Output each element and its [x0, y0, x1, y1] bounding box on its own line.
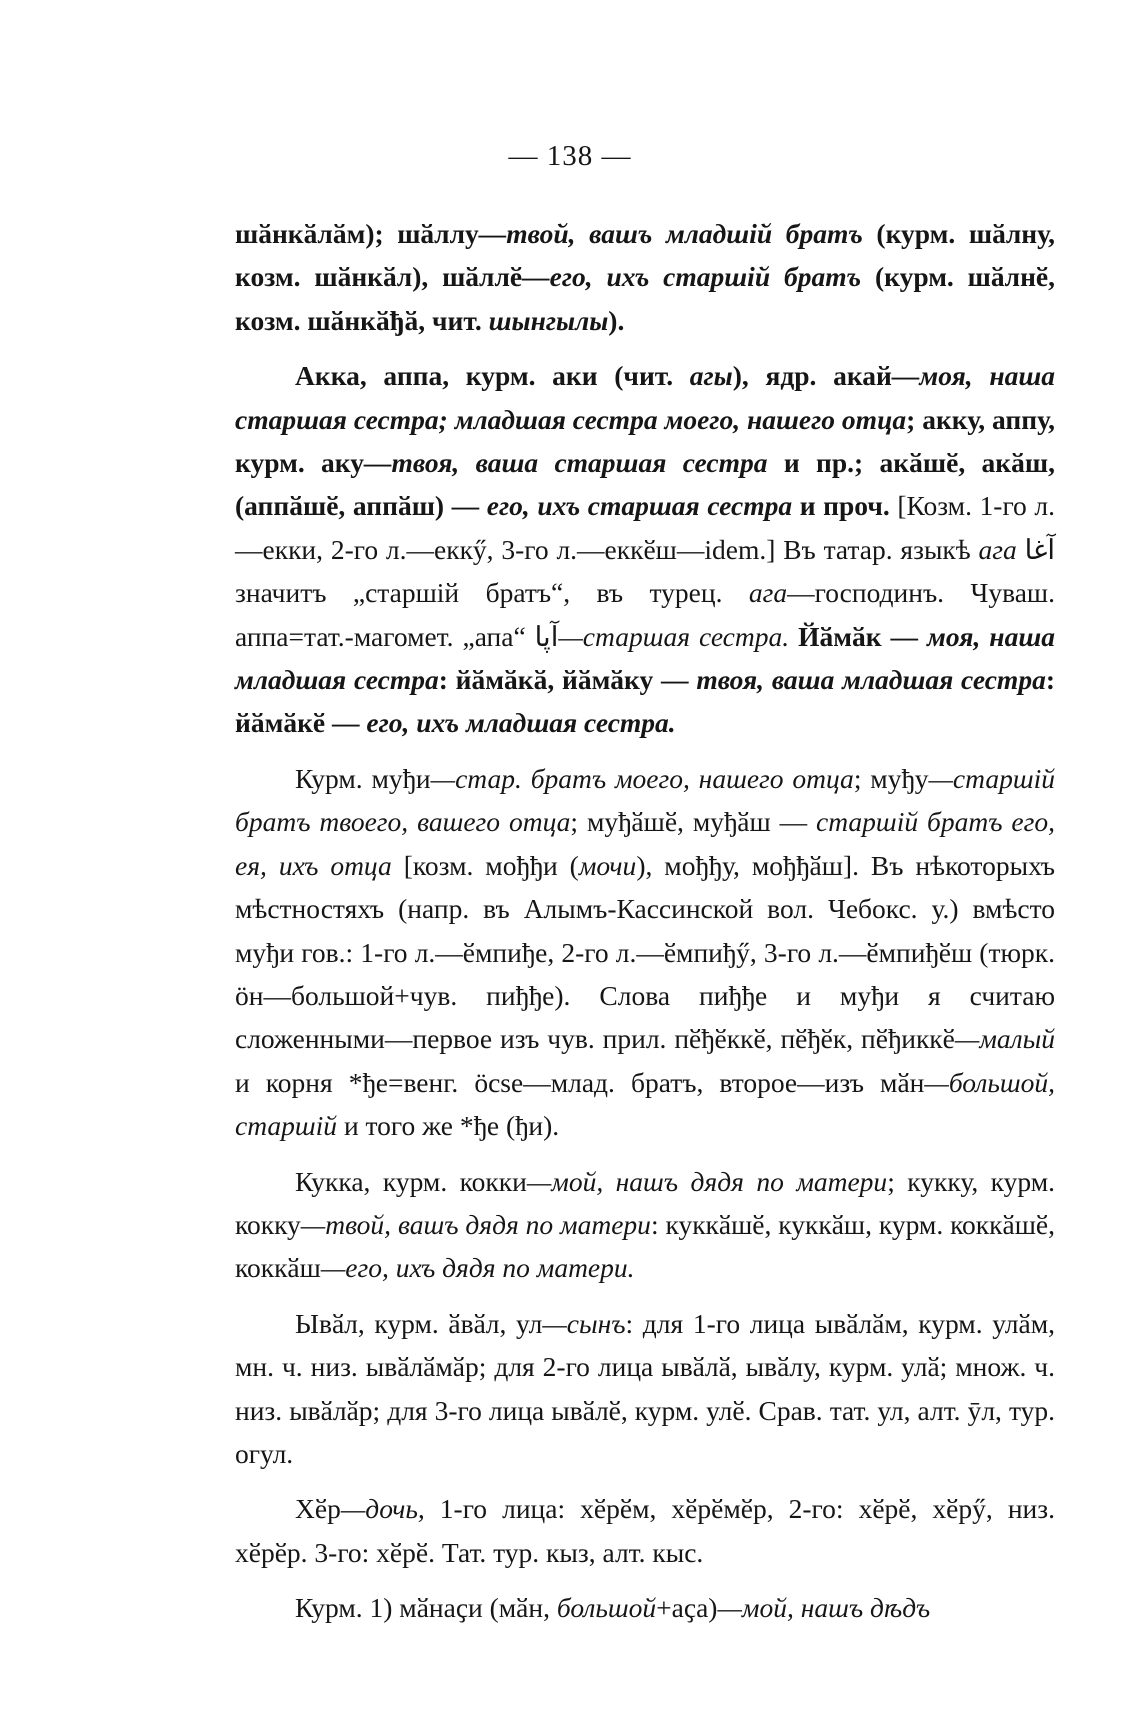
- text-run: шӑнкӑлӑм); шӑллу: [235, 218, 479, 249]
- paragraph: [235, 354, 1055, 745]
- text-run: —старшій братъ твоего, вашего отца: [235, 762, 1055, 838]
- text-run: и корня *ђе=венг. öcse—млад. братъ, второе—изъ мӑн: [235, 1066, 925, 1098]
- text-run: —большой, старшій: [235, 1066, 1055, 1142]
- paragraph: [235, 1487, 1055, 1574]
- text-run: —сынъ: [542, 1307, 626, 1339]
- text-run: [козм. мођђи (: [391, 849, 579, 881]
- text-run: +аҫа): [656, 1592, 718, 1624]
- text-run: —малый: [954, 1023, 1055, 1055]
- text-run: мочи: [578, 849, 637, 881]
- text-run: и пр.; акӑшӗ, акӑш, (аппӑшӗ, аппӑш) —: [235, 447, 1055, 522]
- text-run: старшій братъ его, ея, ихъ отца: [235, 806, 1055, 881]
- text-run: —твой, вашъ дядя по матери: [300, 1208, 651, 1240]
- text-run: ; кукку, курм. кокку: [235, 1165, 1055, 1240]
- text-run: —стар. братъ моего, нашего отца: [430, 762, 854, 794]
- text-run: —твоя, ваша старшая сестра: [364, 447, 768, 479]
- text-run: Курм. муђи: [295, 762, 431, 794]
- text-run: —старшая сестра.: [558, 620, 790, 652]
- text-run: Йӑмӑк —: [789, 620, 928, 652]
- text-run: Курм. 1) мӑнаҫи (мӑн,: [295, 1592, 557, 1624]
- page-number: — 138 —: [508, 140, 632, 172]
- text-run: : куккӑшӗ, куккӑш, курм. коккӑшӗ, коккӑш: [235, 1208, 1055, 1284]
- text-run: его, ихъ старшая сестра: [486, 490, 793, 522]
- text-run: его, ихъ младшая сестра.: [366, 707, 676, 739]
- text-run: большой: [556, 1592, 657, 1624]
- text-run: Акка, аппа, курм. аки (чит.: [295, 360, 690, 392]
- text-run: шынгылы: [488, 304, 609, 336]
- text-run: и того же *ђе (ђи).: [337, 1110, 560, 1142]
- text-run: (курм. шӑлнӗ, козм. шӑнкӑђӑ, чит.: [235, 261, 1055, 336]
- text-run: моя, наша младшая сестра: [235, 620, 1055, 696]
- text-run: Хӗр: [295, 1493, 341, 1525]
- text-run: ага: [978, 533, 1017, 565]
- paragraph: [235, 757, 1055, 1148]
- text-run: —твой, вашъ младшій братъ: [478, 218, 863, 249]
- text-run: —мой, нашъ дядя по матери: [526, 1165, 888, 1197]
- text-run: (курм. шӑлну, козм. шӑнкӑл), шӑллӗ: [235, 218, 1055, 293]
- text-run: : для 1-го лица ывӑлӑм, курм. улӑм, мн. ч. низ. ывӑлӑмӑр; для 2-го лица ывӑлӑ, ывӑлу, курм. улӑ; множ. ч. низ. ывӑлӑр; для 3-го лица ывӑлӗ, курм. улӗ. Срав. тат. ул, алт. ӯл, тур. огул.: [235, 1307, 1055, 1469]
- text-run: Кукка, курм. кокки: [295, 1165, 527, 1197]
- text-run: —господинъ. Чуваш. аппа=тат.-магомет. „апа“ آپا: [235, 577, 1055, 652]
- text-run: и проч.: [792, 490, 898, 522]
- text-run: [Козм. 1-го л.—екки, 2-го л.—еккӳ, 3-го л.—еккӗш—idem.] Въ татар. языкѣ: [235, 490, 1055, 565]
- text-run: —мой, нашъ дѣдъ: [717, 1592, 931, 1624]
- text-run: —моя, наша старшая сестра; младшая сестра моего, нашего отца: [235, 360, 1055, 435]
- paragraph: [235, 1586, 1055, 1629]
- text-run: ; муђӑшӗ, муђӑш —: [570, 806, 817, 838]
- text-run: آغا значитъ „старшій братъ“, въ турец.: [235, 533, 1055, 609]
- text-run: —его, ихъ дядя по матери.: [320, 1252, 635, 1284]
- paragraph: [235, 1160, 1055, 1290]
- text-run: 1-го лица: хӗрӗм, хӗрӗмӗр, 2-го: хӗрӗ, хӗрӳ, низ. хӗрӗр. 3-го: хӗрӗ. Тат. тур. кыз, алт. кыс.: [235, 1493, 1055, 1568]
- text-run: ага: [748, 577, 788, 609]
- paragraph: [235, 212, 1055, 342]
- page-body: [235, 212, 1055, 1630]
- text-run: ), ядр. акай: [732, 360, 892, 392]
- text-run: : йӑмӑкӗ —: [235, 664, 1055, 739]
- text-run: твоя, ваша младшая сестра: [696, 664, 1046, 696]
- text-run: —его, ихъ старшій братъ: [522, 261, 862, 293]
- text-run: ; муђу: [853, 762, 929, 794]
- text-run: агы: [689, 360, 733, 392]
- text-run: ).: [608, 304, 625, 336]
- text-run: ; акку, аппу, курм. аку: [235, 403, 1055, 479]
- text-run: ), мођђу, мођђӑш]. Въ нѣкоторыхъ мѣстностяхъ (напр. въ Алымъ-Кассинской вол. Чебокс. у.) вмѣсто муђи гов.: 1-го л.—ӗмпиђе, 2-го л.—ӗмпиђӳ, 3-го л.—ӗмпиђӗш (тюрк. öн—большой+чув. пиђђе). Слова пиђђе и муђи я считаю сложенными—первое изъ чув. прил. пӗђӗккӗ, пӗђӗк, пӗђиккӗ: [235, 849, 1055, 1055]
- paragraph: [235, 1302, 1055, 1476]
- text-run: Ывӑл, курм. ӑвӑл, ул: [295, 1307, 543, 1339]
- text-run: : йӑмӑкӑ, йӑмӑку —: [438, 664, 697, 696]
- text-run: —дочь,: [340, 1493, 425, 1525]
